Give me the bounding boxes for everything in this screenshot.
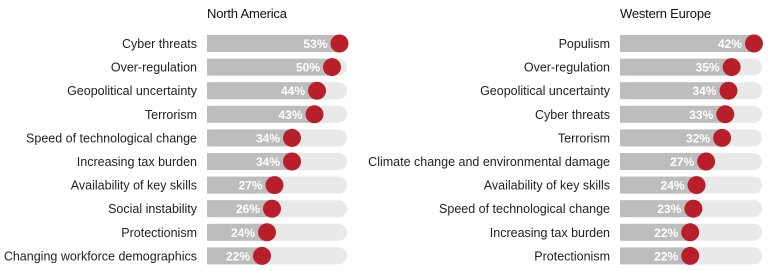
na-value-label-7: 27%: [238, 178, 263, 193]
na-value-label-9: 24%: [230, 225, 255, 240]
we-value-label-2: 35%: [695, 60, 720, 75]
we-category-label-10: Protectionism: [534, 249, 610, 264]
na-value-label-4: 43%: [278, 107, 303, 122]
we-dot-10: [681, 247, 699, 265]
we-dot-6: [697, 153, 715, 171]
we-value-label-10: 22%: [654, 249, 679, 264]
na-category-label-10: Changing workforce demographics: [3, 249, 197, 264]
we-category-label-8: Speed of technological change: [439, 202, 610, 217]
we-value-label-6: 27%: [670, 155, 695, 169]
we-dot-5: [713, 129, 731, 147]
na-dot-5: [283, 129, 301, 147]
we-category-label-5: Terrorism: [557, 131, 610, 146]
we-value-label-1: 42%: [717, 37, 742, 51]
na-category-label-3: Geopolitical uncertainty: [67, 84, 197, 99]
na-dot-6: [283, 153, 301, 171]
na-dot-3: [308, 82, 326, 100]
we-value-label-8: 23%: [657, 202, 682, 217]
na-value-label-2: 50%: [295, 60, 320, 75]
na-value-label-10: 22%: [225, 249, 250, 264]
na-dot-10: [253, 247, 271, 265]
na-dot-1: [331, 35, 349, 53]
na-category-label-4: Terrorism: [144, 107, 197, 122]
na-category-label-1: Cyber threats: [121, 37, 197, 51]
na-value-label-1: 53%: [303, 37, 328, 51]
we-value-label-9: 22%: [654, 225, 679, 240]
na-category-label-8: Social instability: [108, 202, 197, 217]
we-category-label-9: Increasing tax burden: [489, 225, 610, 240]
we-category-label-3: Geopolitical uncertainty: [480, 84, 610, 99]
na-value-label-5: 34%: [255, 131, 280, 146]
na-category-label-9: Protectionism: [121, 225, 197, 240]
na-value-label-3: 44%: [280, 84, 305, 99]
north-america-title: North America: [207, 6, 287, 21]
we-bar-7: [620, 177, 697, 194]
we-category-label-7: Availability of key skills: [483, 178, 610, 193]
na-value-label-6: 34%: [255, 155, 280, 169]
we-dot-2: [723, 58, 741, 76]
na-dot-8: [263, 200, 281, 218]
na-category-label-2: Over-regulation: [110, 60, 197, 75]
we-category-label-6: Climate change and environmental damage: [368, 155, 610, 169]
we-category-label-2: Over-regulation: [523, 60, 610, 75]
we-dot-1: [745, 35, 763, 53]
we-dot-8: [684, 200, 702, 218]
na-dot-7: [266, 176, 284, 194]
na-category-label-6: Increasing tax burden: [76, 155, 197, 169]
we-value-label-3: 34%: [692, 84, 717, 99]
we-category-label-1: Populism: [558, 37, 610, 51]
we-dot-4: [716, 105, 734, 123]
we-dot-9: [681, 223, 699, 241]
we-dot-7: [688, 176, 706, 194]
na-value-label-8: 26%: [235, 202, 260, 217]
we-value-label-4: 33%: [689, 107, 714, 122]
we-dot-3: [719, 82, 737, 100]
western-europe-title: Western Europe: [620, 6, 711, 21]
we-category-label-4: Cyber threats: [534, 107, 610, 122]
na-category-label-5: Speed of technological change: [26, 131, 197, 146]
na-dot-2: [323, 58, 341, 76]
we-value-label-7: 24%: [660, 178, 685, 193]
na-category-label-7: Availability of key skills: [70, 178, 197, 193]
na-dot-9: [258, 223, 276, 241]
we-value-label-5: 32%: [686, 131, 711, 146]
na-dot-4: [306, 105, 324, 123]
